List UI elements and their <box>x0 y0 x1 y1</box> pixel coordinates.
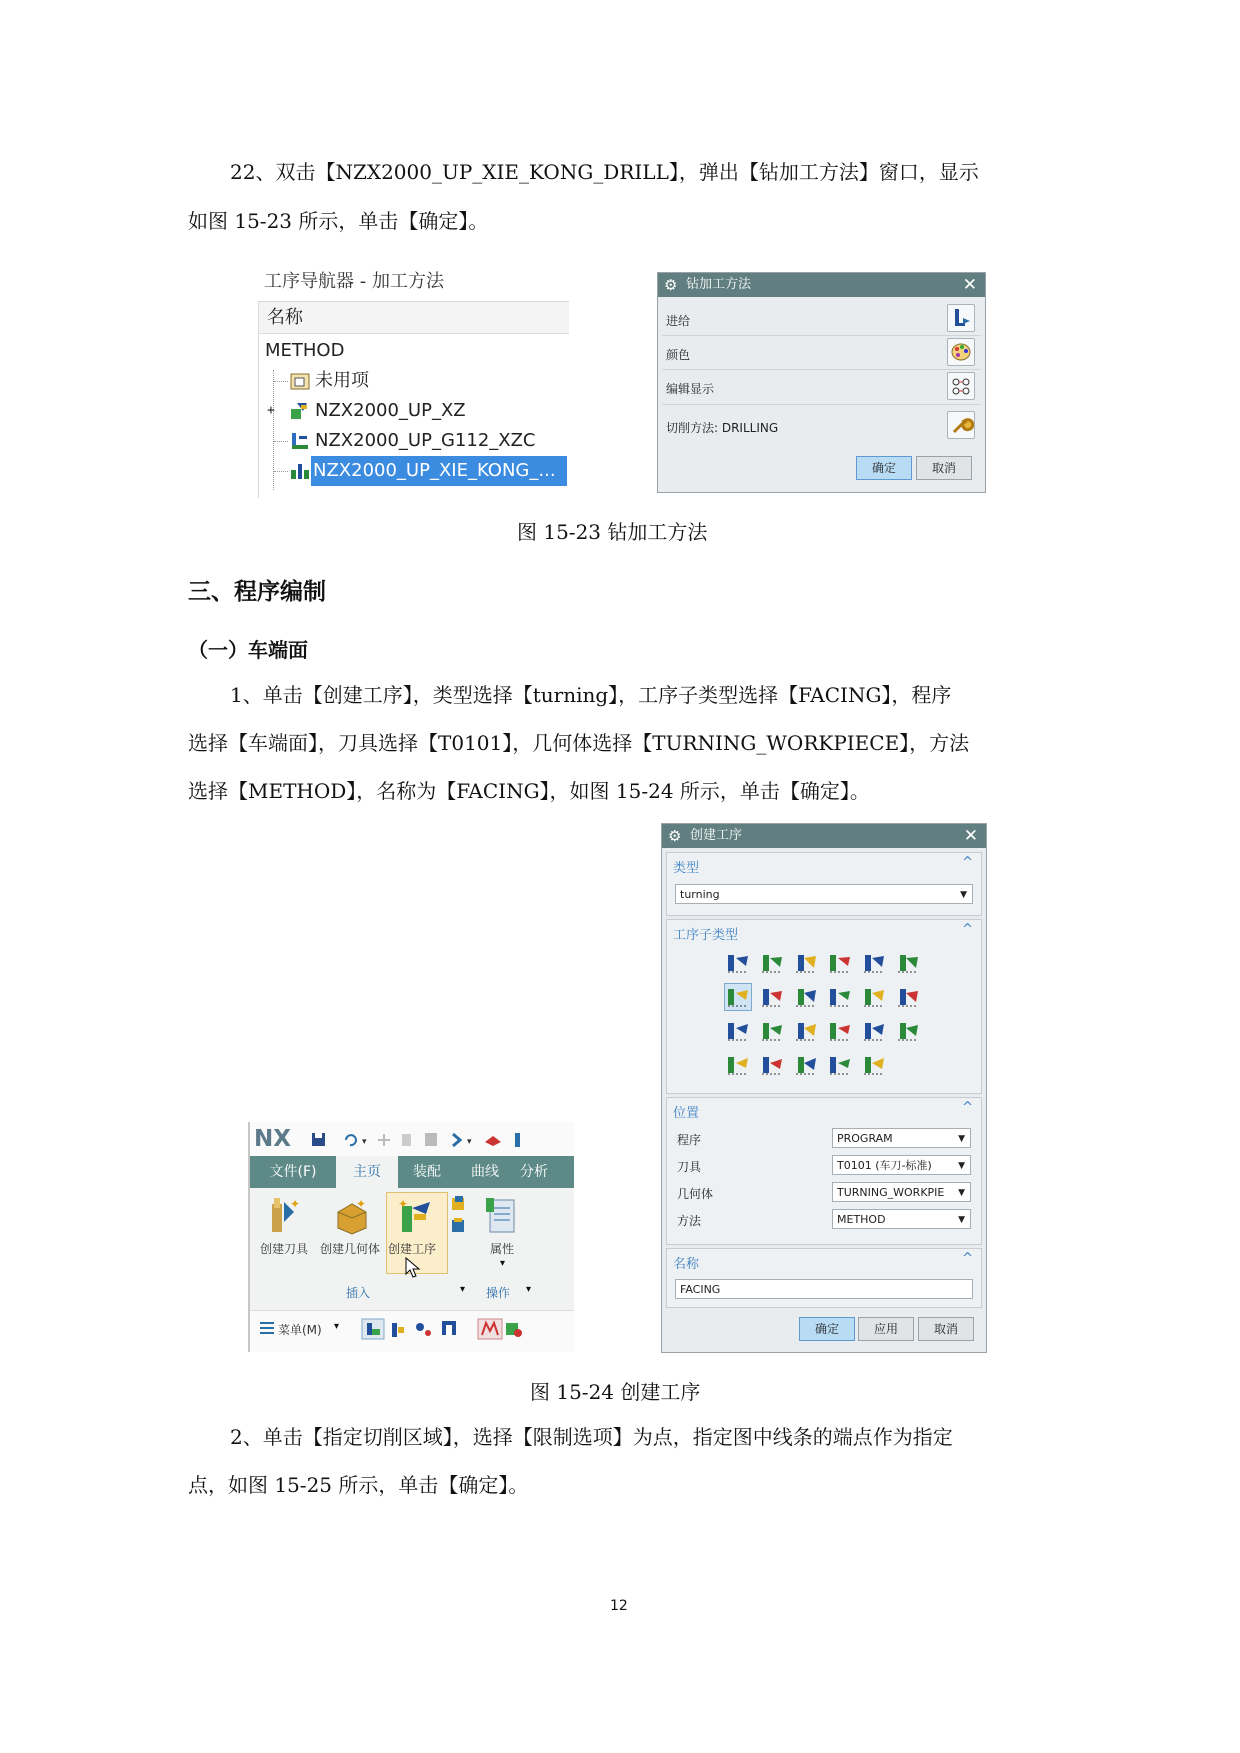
cancel-button[interactable]: 取消 <box>918 1317 974 1341</box>
operation-subtype-icon[interactable] <box>895 984 921 1010</box>
mouse-cursor-icon <box>404 1256 422 1280</box>
operation-subtype-icon[interactable] <box>861 1018 887 1044</box>
feed-button[interactable] <box>947 304 975 332</box>
chevron-down-icon: ▼ <box>958 1161 965 1171</box>
tab-assembly[interactable]: 装配 <box>413 1164 441 1180</box>
chevron-down-icon: ▼ <box>960 890 967 900</box>
cut-method-label: 切削方法: DRILLING <box>666 421 779 435</box>
collapse-icon[interactable]: ^ <box>962 1100 973 1115</box>
group-operation-label: 操作 <box>486 1286 511 1300</box>
create-tool-label[interactable]: 创建刀具 <box>260 1242 309 1256</box>
navigator-title: 工序导航器 - 加工方法 <box>264 271 444 292</box>
ok-button[interactable]: 确定 <box>799 1317 855 1341</box>
expand-icon[interactable]: + <box>267 403 275 418</box>
chevron-down-icon: ▼ <box>958 1134 965 1144</box>
properties-icon[interactable] <box>480 1196 524 1236</box>
svg-text:✦: ✦ <box>290 1197 301 1211</box>
tab-curve[interactable]: 曲线 <box>471 1164 499 1180</box>
location-group-label: 位置 <box>673 1106 700 1121</box>
group-operation-dropdown-icon[interactable]: ▾ <box>526 1284 532 1295</box>
nx-ribbon <box>248 1122 574 1352</box>
operation-subtype-icon[interactable] <box>725 950 751 976</box>
subtype-group <box>666 919 982 1094</box>
operation-subtype-icon[interactable] <box>725 1052 751 1078</box>
para2-line2: 选择【车端面】，刀具选择【T0101】，几何体选择【TURNING_WORKPIECE】，方法 <box>188 731 970 755</box>
mill-method-icon <box>289 401 311 421</box>
gear-icon: ⚙ <box>664 276 678 294</box>
svg-text:▾: ▾ <box>467 1137 472 1147</box>
ribbon-body <box>250 1188 574 1310</box>
operation-subtype-icon[interactable] <box>759 984 785 1010</box>
operation-subtype-icon[interactable] <box>759 950 785 976</box>
para2-line1: 1、单击【创建工序】，类型选择【turning】，工序子类型选择【FACING】，程序 <box>230 683 952 707</box>
operation-subtype-icon[interactable] <box>725 984 751 1010</box>
name-input[interactable]: FACING <box>675 1279 973 1299</box>
drill-method-dialog <box>657 272 986 493</box>
folder-icon <box>289 371 311 391</box>
collapse-icon[interactable]: ^ <box>962 1251 973 1266</box>
navigator-panel <box>258 301 569 498</box>
feed-icon <box>948 305 974 331</box>
tool-select[interactable]: T0101 (车刀-标准) ▼ <box>832 1155 971 1175</box>
menu-icon[interactable] <box>258 1319 276 1337</box>
type-select[interactable]: turning ▼ <box>675 884 973 904</box>
apply-button[interactable]: 应用 <box>858 1317 914 1341</box>
create-operation-label[interactable]: 创建工序 <box>388 1242 437 1256</box>
chevron-down-icon: ▼ <box>958 1215 965 1225</box>
color-label: 颜色 <box>666 348 691 362</box>
operation-subtype-icon[interactable] <box>895 1018 921 1044</box>
name-group <box>666 1248 982 1308</box>
dialog-titlebar <box>658 273 985 297</box>
operation-subtype-icon[interactable] <box>725 1018 751 1044</box>
tool-label: 刀具 <box>677 1160 702 1174</box>
color-button[interactable] <box>947 338 975 366</box>
create-tool-icon[interactable] <box>264 1196 308 1236</box>
operation-subtype-icon[interactable] <box>759 1018 785 1044</box>
operation-subtype-icon[interactable] <box>861 950 887 976</box>
operation-subtype-icon[interactable] <box>827 984 853 1010</box>
para3-line2: 点，如图 15-25 所示，单击【确定】。 <box>188 1473 529 1497</box>
tree-node-nzx2000-up-xie-kong[interactable]: NZX2000_UP_XIE_KONG_... <box>259 456 569 486</box>
menu-dropdown-icon[interactable]: ▾ <box>334 1321 340 1332</box>
geometry-label: 几何体 <box>677 1187 714 1201</box>
create-operation-dialog <box>661 823 987 1353</box>
operation-subtype-icon[interactable] <box>793 1018 819 1044</box>
tree-node-method[interactable]: METHOD <box>265 340 345 361</box>
nx-logo: NX <box>254 1126 291 1152</box>
collapse-icon[interactable]: ^ <box>962 855 973 870</box>
method-select[interactable]: METHOD ▼ <box>832 1209 971 1229</box>
operation-subtype-icon[interactable] <box>793 984 819 1010</box>
tab-analysis[interactable]: 分析 <box>520 1164 548 1180</box>
properties-dropdown-icon[interactable]: ▾ <box>500 1258 506 1269</box>
ribbon-bottom-bar <box>250 1310 574 1352</box>
name-group-label: 名称 <box>673 1257 700 1272</box>
properties-label[interactable]: 属性 <box>490 1242 515 1256</box>
para1-line1: 22、双击【NZX2000_UP_XIE_KONG_DRILL】，弹出【钻加工方法】窗口，显示 <box>230 160 979 184</box>
view-toolbar-icons[interactable] <box>360 1317 570 1341</box>
edit-display-button[interactable] <box>947 372 975 400</box>
group-insert-dropdown-icon[interactable]: ▾ <box>460 1284 466 1295</box>
svg-text:✦: ✦ <box>356 1197 367 1211</box>
type-group <box>666 852 982 916</box>
operation-navigator <box>258 263 568 495</box>
close-icon[interactable]: ✕ <box>962 275 977 295</box>
operation-subtype-icon[interactable] <box>895 950 921 976</box>
operation-subtype-icon[interactable] <box>827 1018 853 1044</box>
ribbon-tabs <box>250 1156 574 1188</box>
operation-subtype-icon[interactable] <box>827 1052 853 1078</box>
create-operation-icon[interactable] <box>394 1196 438 1236</box>
group-insert-label: 插入 <box>346 1286 371 1300</box>
operation-subtype-icon[interactable] <box>793 1052 819 1078</box>
operation-subtype-icon[interactable] <box>793 950 819 976</box>
fig24-caption: 图 15-24 创建工序 <box>530 1380 701 1404</box>
tree-node-nzx2000-up-xz[interactable]: + NZX2000_UP_XZ <box>259 396 569 426</box>
quick-access-toolbar <box>250 1122 574 1156</box>
para2-line3: 选择【METHOD】，名称为【FACING】，如图 15-24 所示，单击【确定】。 <box>188 779 870 803</box>
tree-node-unused[interactable]: 未用项 <box>259 366 569 396</box>
dialog-title: 钻加工方法 <box>686 277 752 292</box>
svg-text:✦: ✦ <box>398 1197 409 1211</box>
gear-icon: ⚙ <box>668 827 682 845</box>
dialog-title: 创建工序 <box>690 828 743 843</box>
section-heading: 三、程序编制 <box>188 579 326 605</box>
cancel-button[interactable]: 取消 <box>916 456 972 480</box>
para1-line2: 如图 15-23 所示，单击【确定】。 <box>188 209 489 233</box>
drill-method-icon <box>289 461 311 481</box>
tab-home[interactable]: 主页 <box>336 1156 398 1188</box>
operation-subtype-icon[interactable] <box>827 950 853 976</box>
operation-subtype-grid <box>725 950 925 1085</box>
program-select[interactable]: PROGRAM ▼ <box>832 1128 971 1148</box>
tab-file[interactable]: 文件(F) <box>269 1164 317 1180</box>
feed-label: 进给 <box>666 314 691 328</box>
column-header-name[interactable]: 名称 <box>259 302 569 334</box>
operation-subtype-icon[interactable] <box>759 1052 785 1078</box>
dialog-titlebar <box>662 824 986 848</box>
quick-access-icons[interactable] <box>310 1130 550 1150</box>
cut-method-button[interactable] <box>947 411 975 439</box>
subsection-heading: （一）车端面 <box>188 638 308 662</box>
menu-label[interactable]: 菜单(M) <box>278 1323 322 1337</box>
para3-line1: 2、单击【指定切削区域】，选择【限制选项】为点，指定图中线条的端点作为指定 <box>230 1425 953 1449</box>
subtype-group-label: 工序子类型 <box>673 928 739 943</box>
tree-node-nzx2000-up-g112-xzc[interactable]: NZX2000_UP_G112_XZC <box>259 426 569 456</box>
palette-icon <box>948 339 974 365</box>
svg-text:▾: ▾ <box>362 1137 367 1147</box>
program-label: 程序 <box>677 1133 702 1147</box>
location-group <box>666 1097 982 1245</box>
method-label: 方法 <box>677 1214 702 1228</box>
operation-subtype-icon[interactable] <box>861 1052 887 1078</box>
close-icon[interactable]: ✕ <box>963 826 978 846</box>
small-insert-icons[interactable] <box>448 1194 470 1238</box>
edit-display-icon <box>948 373 974 399</box>
wrench-icon <box>948 412 974 438</box>
fig23-caption: 图 15-23 钻加工方法 <box>517 520 708 544</box>
operation-subtype-icon[interactable] <box>861 984 887 1010</box>
geometry-select[interactable]: TURNING_WORKPIE ▼ <box>832 1182 971 1202</box>
chevron-down-icon: ▼ <box>958 1188 965 1198</box>
lathe-method-icon <box>289 431 311 451</box>
ok-button[interactable]: 确定 <box>856 456 912 480</box>
page-number: 12 <box>610 1598 628 1614</box>
collapse-icon[interactable]: ^ <box>962 922 973 937</box>
edit-display-label: 编辑显示 <box>666 382 715 396</box>
create-geometry-label[interactable]: 创建几何体 <box>320 1242 381 1256</box>
type-group-label: 类型 <box>673 861 700 876</box>
create-geometry-icon[interactable] <box>330 1196 374 1236</box>
